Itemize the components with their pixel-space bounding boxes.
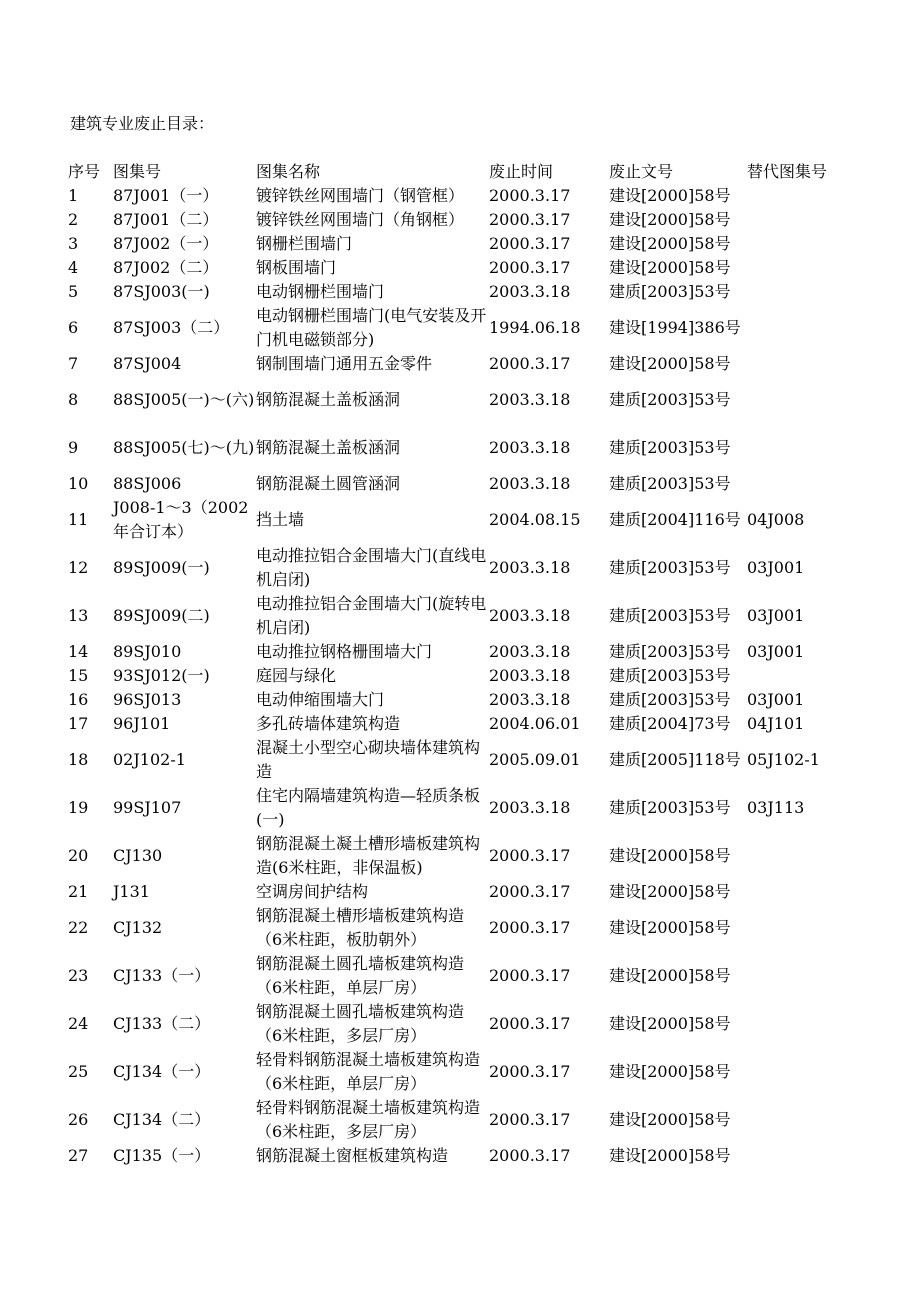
- row-atlas-name: 电动钢栅栏围墙门(电气安装及开门机电磁锁部分): [256, 306, 487, 349]
- table-row: [68, 304, 847, 352]
- row-abolish-doc: 建质[2005]118号: [609, 750, 741, 769]
- row-abolish-date: 2000.3.17: [489, 234, 571, 253]
- row-abolish-doc: 建设[2000]58号: [609, 258, 731, 277]
- row-seq: 19: [68, 798, 89, 817]
- row-seq: 13: [68, 606, 89, 625]
- row-abolish-date: 2004.06.01: [489, 714, 581, 733]
- row-atlas-no: 89SJ009(二): [113, 606, 210, 625]
- row-seq: 10: [68, 474, 89, 493]
- row-seq: 26: [68, 1110, 89, 1129]
- row-atlas-no: CJ134（一）: [113, 1062, 211, 1081]
- row-abolish-date: 2003.3.18: [489, 690, 571, 709]
- row-atlas-no: 87SJ004: [113, 354, 182, 373]
- row-abolish-date: 2000.3.17: [489, 1146, 571, 1165]
- table-row: [68, 1000, 847, 1048]
- row-seq: 9: [68, 438, 79, 457]
- row-abolish-doc: 建设[2000]58号: [609, 966, 731, 985]
- row-abolish-doc: 建设[2000]58号: [609, 882, 731, 901]
- row-seq: 1: [68, 186, 79, 205]
- row-atlas-no: CJ133（一）: [113, 966, 211, 985]
- row-seq: 18: [68, 750, 89, 769]
- row-atlas-no: CJ135（一）: [113, 1146, 211, 1165]
- row-atlas-name: 混凝土小型空心砌块墙体建筑构造: [256, 738, 481, 781]
- row-abolish-date: 2000.3.17: [489, 966, 571, 985]
- table-row: [68, 736, 847, 784]
- row-seq: 5: [68, 282, 79, 301]
- row-abolish-date: 2000.3.17: [489, 882, 571, 901]
- row-abolish-date: 2000.3.17: [489, 258, 571, 277]
- row-abolish-doc: 建设[2000]58号: [609, 186, 731, 205]
- row-replacement: [747, 280, 847, 304]
- row-atlas-no: 87J002（一）: [113, 234, 219, 253]
- row-atlas-no: J131: [113, 882, 150, 901]
- row-replacement: 03J001: [747, 606, 805, 625]
- row-atlas-no: 88SJ005(一)～(六): [113, 390, 255, 409]
- row-replacement: [747, 256, 847, 280]
- row-abolish-doc: 建质[2004]73号: [609, 714, 731, 733]
- row-atlas-name: 电动推拉铝合金围墙大门(直线电机启闭): [256, 546, 487, 589]
- row-abolish-doc: 建设[2000]58号: [609, 234, 731, 253]
- row-seq: 4: [68, 258, 79, 277]
- row-seq: 6: [68, 318, 79, 337]
- table-row: [68, 280, 847, 304]
- row-replacement: [747, 832, 847, 880]
- header-atlas-no: 图集号: [113, 162, 162, 181]
- row-seq: 20: [68, 846, 89, 865]
- table-row: [68, 592, 847, 640]
- row-atlas-no: 99SJ107: [113, 798, 182, 817]
- row-abolish-doc: 建设[2000]58号: [609, 210, 731, 229]
- row-abolish-date: 2000.3.17: [489, 210, 571, 229]
- row-atlas-name: 钢制围墙门通用五金零件: [256, 354, 433, 373]
- row-abolish-doc: 建设[2000]58号: [609, 1146, 731, 1165]
- row-atlas-name: 钢筋混凝土窗框板建筑构造: [256, 1146, 449, 1165]
- table-row: [68, 1144, 847, 1168]
- row-abolish-doc: 建质[2003]53号: [609, 438, 731, 457]
- table-row: [68, 184, 847, 208]
- row-atlas-name: 轻骨料钢筋混凝土墙板建筑构造（6米柱距，多层厂房）: [256, 1098, 481, 1141]
- row-abolish-date: 2005.09.01: [489, 750, 581, 769]
- row-seq: 12: [68, 558, 89, 577]
- table-row: [68, 832, 847, 880]
- row-atlas-name: 电动推拉钢格栅围墙大门: [256, 642, 433, 661]
- row-replacement: 05J102-1: [747, 750, 820, 769]
- row-atlas-no: J008-1～3（2002年合订本）: [113, 498, 249, 541]
- row-atlas-name: 电动推拉铝合金围墙大门(旋转电机启闭): [256, 594, 487, 637]
- table-row: [68, 664, 847, 688]
- row-atlas-no: 96J101: [113, 714, 171, 733]
- row-replacement: [747, 664, 847, 688]
- row-replacement: [747, 424, 847, 472]
- row-replacement: [747, 304, 847, 352]
- row-atlas-no: 87J001（一）: [113, 186, 219, 205]
- row-atlas-name: 多孔砖墙体建筑构造: [256, 714, 401, 733]
- row-atlas-name: 钢筋混凝土盖板涵洞: [256, 438, 401, 457]
- row-seq: 22: [68, 918, 89, 937]
- row-replacement: [747, 1048, 847, 1096]
- row-abolish-date: 2000.3.17: [489, 354, 571, 373]
- row-atlas-name: 钢筋混凝土盖板涵洞: [256, 390, 401, 409]
- row-abolish-date: 2003.3.18: [489, 282, 571, 301]
- row-atlas-name: 电动钢栅栏围墙门: [256, 282, 385, 301]
- table-row: [68, 1048, 847, 1096]
- row-seq: 3: [68, 234, 79, 253]
- table-row: [68, 640, 847, 664]
- row-abolish-date: 2003.3.18: [489, 474, 571, 493]
- row-seq: 14: [68, 642, 89, 661]
- row-atlas-name: 镀锌铁丝网围墙门（角钢框）: [256, 210, 465, 229]
- row-atlas-name: 空调房间护结构: [256, 882, 369, 901]
- row-atlas-name: 钢筋混凝土槽形墙板建筑构造（6米柱距，板肋朝外）: [256, 906, 465, 949]
- row-abolish-date: 2003.3.18: [489, 666, 571, 685]
- row-seq: 8: [68, 390, 79, 409]
- row-abolish-doc: 建质[2004]116号: [609, 510, 741, 529]
- row-abolish-date: 2003.3.18: [489, 558, 571, 577]
- row-atlas-no: 02J102-1: [113, 750, 186, 769]
- row-abolish-date: 1994.06.18: [489, 318, 581, 337]
- row-abolish-doc: 建设[1994]386号: [609, 318, 741, 337]
- row-atlas-no: 87SJ003(一): [113, 282, 210, 301]
- row-replacement: 04J008: [747, 510, 805, 529]
- table-row: [68, 424, 847, 472]
- row-atlas-name: 电动伸缩围墙大门: [256, 690, 385, 709]
- row-seq: 2: [68, 210, 79, 229]
- row-replacement: [747, 184, 847, 208]
- row-seq: 15: [68, 666, 89, 685]
- row-seq: 21: [68, 882, 89, 901]
- header-replacement: 替代图集号: [747, 162, 828, 181]
- row-abolish-doc: 建设[2000]58号: [609, 918, 731, 937]
- table-row: [68, 376, 847, 424]
- row-replacement: [747, 232, 847, 256]
- row-abolish-doc: 建设[2000]58号: [609, 846, 731, 865]
- row-atlas-no: 88SJ005(七)～(九): [113, 438, 255, 457]
- row-abolish-doc: 建质[2003]53号: [609, 666, 731, 685]
- table-row: [68, 496, 847, 544]
- row-atlas-name: 钢筋混凝土圆管涵洞: [256, 474, 401, 493]
- row-abolish-date: 2003.3.18: [489, 390, 571, 409]
- row-abolish-doc: 建质[2003]53号: [609, 606, 731, 625]
- row-atlas-name: 钢板围墙门: [256, 258, 337, 277]
- table-row: [68, 232, 847, 256]
- table-row: [68, 952, 847, 1000]
- row-seq: 7: [68, 354, 79, 373]
- row-replacement: [747, 352, 847, 376]
- row-replacement: 03J001: [747, 642, 805, 661]
- row-abolish-doc: 建设[2000]58号: [609, 1110, 731, 1129]
- row-replacement: [747, 904, 847, 952]
- table-header-row: [68, 160, 847, 184]
- table-row: [68, 712, 847, 736]
- row-seq: 11: [68, 510, 89, 529]
- row-replacement: 03J001: [747, 690, 805, 709]
- row-abolish-doc: 建设[2000]58号: [609, 354, 731, 373]
- header-atlas-name: 图集名称: [256, 162, 321, 181]
- row-atlas-name: 挡土墙: [256, 510, 305, 529]
- row-replacement: [747, 1096, 847, 1144]
- row-seq: 24: [68, 1014, 89, 1033]
- row-atlas-name: 钢栅栏围墙门: [256, 234, 353, 253]
- row-atlas-no: CJ134（二）: [113, 1110, 211, 1129]
- row-abolish-date: 2000.3.17: [489, 918, 571, 937]
- row-atlas-no: 88SJ006: [113, 474, 182, 493]
- row-atlas-name: 镀锌铁丝网围墙门（钢管框）: [256, 186, 465, 205]
- row-replacement: [747, 1144, 847, 1168]
- row-abolish-date: 2004.08.15: [489, 510, 581, 529]
- row-atlas-name: 住宅内隔墙建筑构造—轻质条板(一): [256, 786, 481, 829]
- row-atlas-no: CJ130: [113, 846, 163, 865]
- row-atlas-no: 87SJ003（二）: [113, 318, 230, 337]
- row-abolish-doc: 建质[2003]53号: [609, 282, 731, 301]
- row-abolish-date: 2003.3.18: [489, 642, 571, 661]
- row-atlas-name: 钢筋混凝土圆孔墙板建筑构造（6米柱距，多层厂房）: [256, 1002, 465, 1045]
- table-row: [68, 880, 847, 904]
- row-replacement: [747, 1000, 847, 1048]
- table-row: [68, 904, 847, 952]
- header-abolish-date: 废止时间: [489, 162, 554, 181]
- row-atlas-no: 87J001（二）: [113, 210, 219, 229]
- row-replacement: [747, 208, 847, 232]
- row-seq: 23: [68, 966, 89, 985]
- row-atlas-no: 96SJ013: [113, 690, 182, 709]
- table-row: [68, 208, 847, 232]
- row-atlas-no: CJ133（二）: [113, 1014, 211, 1033]
- row-abolish-date: 2000.3.17: [489, 846, 571, 865]
- header-abolish-doc: 废止文号: [609, 162, 674, 181]
- row-atlas-name: 轻骨料钢筋混凝土墙板建筑构造（6米柱距，单层厂房）: [256, 1050, 481, 1093]
- row-abolish-doc: 建质[2003]53号: [609, 390, 731, 409]
- table-row: [68, 472, 847, 496]
- table-row: [68, 256, 847, 280]
- row-atlas-no: CJ132: [113, 918, 163, 937]
- document-title: 建筑专业废止目录：: [70, 114, 215, 133]
- row-abolish-doc: 建质[2003]53号: [609, 690, 731, 709]
- abolished-atlas-table: [68, 160, 847, 1168]
- row-replacement: [747, 472, 847, 496]
- row-atlas-no: 93SJ012(一): [113, 666, 210, 685]
- row-abolish-doc: 建设[2000]58号: [609, 1062, 731, 1081]
- row-abolish-date: 2000.3.17: [489, 1062, 571, 1081]
- row-abolish-date: 2003.3.18: [489, 438, 571, 457]
- row-abolish-date: 2000.3.17: [489, 1110, 571, 1129]
- row-abolish-date: 2000.3.17: [489, 1014, 571, 1033]
- row-replacement: 03J113: [747, 798, 805, 817]
- table-row: [68, 688, 847, 712]
- row-seq: 27: [68, 1146, 89, 1165]
- row-abolish-date: 2000.3.17: [489, 186, 571, 205]
- row-atlas-name: 庭园与绿化: [256, 666, 337, 685]
- row-replacement: [747, 880, 847, 904]
- row-replacement: [747, 376, 847, 424]
- row-abolish-date: 2003.3.18: [489, 798, 571, 817]
- row-replacement: 04J101: [747, 714, 805, 733]
- row-replacement: 03J001: [747, 558, 805, 577]
- header-seq: 序号: [68, 162, 101, 181]
- table-row: [68, 544, 847, 592]
- row-abolish-doc: 建设[2000]58号: [609, 1014, 731, 1033]
- row-seq: 17: [68, 714, 89, 733]
- row-abolish-date: 2003.3.18: [489, 606, 571, 625]
- table-row: [68, 1096, 847, 1144]
- row-atlas-no: 89SJ009(一): [113, 558, 210, 577]
- row-seq: 25: [68, 1062, 89, 1081]
- row-atlas-no: 87J002（二）: [113, 258, 219, 277]
- row-abolish-doc: 建质[2003]53号: [609, 558, 731, 577]
- row-abolish-doc: 建质[2003]53号: [609, 798, 731, 817]
- row-replacement: [747, 952, 847, 1000]
- row-abolish-doc: 建质[2003]53号: [609, 474, 731, 493]
- row-atlas-name: 钢筋混凝土凝土槽形墙板建筑构造(6米柱距，非保温板): [256, 834, 481, 877]
- row-atlas-no: 89SJ010: [113, 642, 182, 661]
- table-row: [68, 352, 847, 376]
- table-row: [68, 784, 847, 832]
- row-abolish-doc: 建质[2003]53号: [609, 642, 731, 661]
- row-atlas-name: 钢筋混凝土圆孔墙板建筑构造（6米柱距，单层厂房）: [256, 954, 465, 997]
- row-seq: 16: [68, 690, 89, 709]
